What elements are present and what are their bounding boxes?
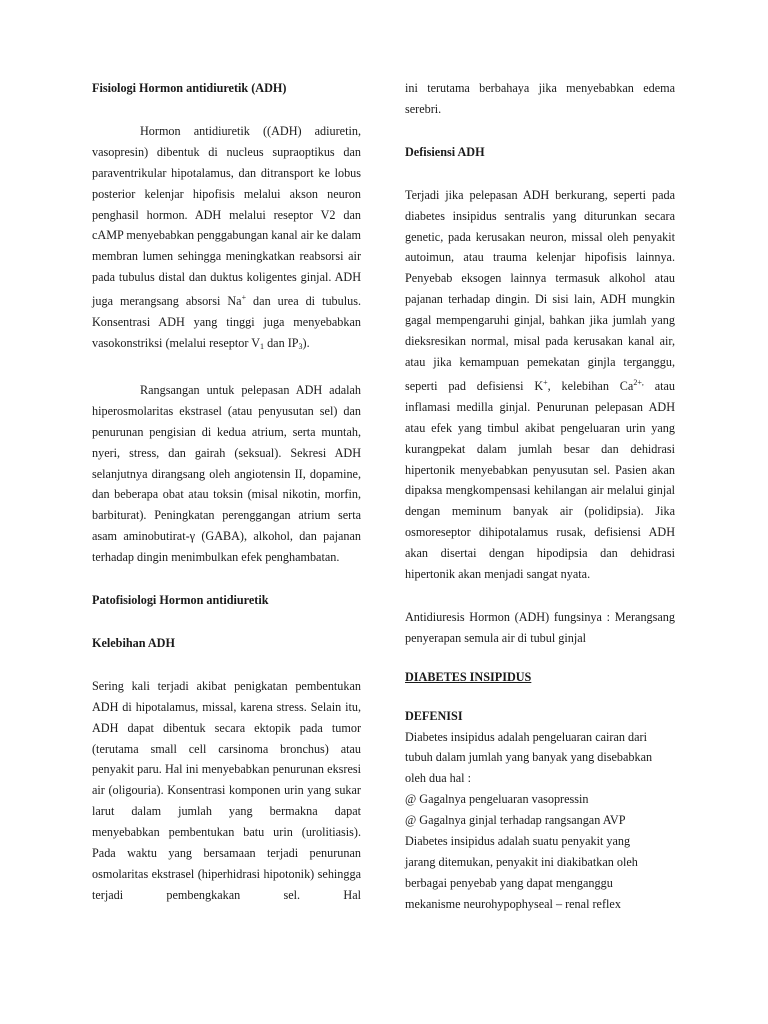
definition-line: mekanisme neurohypophyseal – renal reflex: [405, 896, 621, 911]
heading-patofisiologi: Patofisiologi Hormon antidiuretik: [92, 593, 269, 608]
heading-defisiensi-adh: Defisiensi ADH: [405, 144, 485, 159]
paragraph-fisiologi-1: Hormon antidiuretik ((ADH) adiuretin, vasopresin) dibentuk di nucleus supraoptikus dan paraventrikular hipotalamus, dan ditransport ke lobus posterior kelenjar hipofisis melalui akson neuron penghasil hormon. ADH melalui reseptor V2 dan cAMP menyebabkan penggabungan kanal air ke dalam membran lumen sehingga meningkatkan reabsorsi air pada tubulus distal dan duktus koligentes ginjal. ADH juga merangsang absorsi Na+ dan urea di tubulus. Konsentrasi ADH yang tinggi juga menyebabkan vasokonstriksi (melalui reseptor $V_1$ dan $IP_3$).: [92, 123, 361, 351]
heading-diabetes-insipidus: DIABETES INSIPIDUS: [405, 669, 532, 684]
definition-line: Diabetes insipidus adalah pengeluaran cairan dari: [405, 729, 647, 744]
paragraph-adh-fungsi: Antidiuresis Hormon (ADH) fungsinya : Merangsang penyerapan semula air di tubul ginjal: [405, 609, 675, 645]
paragraph-defisiensi-adh: Terjadi jika pelepasan ADH berkurang, seperti pada diabetes insipidus sentralis yang diturunkan secara genetic, pada kerusakan neuron, missal oleh penyakit autoimun, atau trauma kelenjar hipofisis lainnya. Penyebab eksogen lainnya termasuk alkohol atau pajanan terhadap dingin. Di sisi lain, ADH mungkin gagal mempengaruhi ginjal, bahkan jika jumlah yang dieksresikan normal, misal pada kerusakan kanal air, atau jika kemampuan pemekatan ginjla terganggu, seperti pad defisiensi K+, kelebihan $Ca^{2+,}$ atau inflamasi medilla ginjal. Penurunan pelepasan ADH atau efek yang timbul akibat pengeluaran urin yang kurangpekat dalam jumlah besar dan dehidrasi hipertonik menyebabkan penyusutan sel. Pasien akan dipaksa mengkompensasi kehilangan air melalui ginjal dengan meminum banyak air (polidipsia). Jika osmoreseptor dihipotalamus rusak, defisiensi ADH akan disertai dengan hipodipsia dan dehidrasi hipertonik akan menjadi sangat nyata.: [405, 187, 675, 582]
definition-line: berbagai penyebab yang dapat menganggu: [405, 875, 613, 890]
heading-defenisi: DEFENISI: [405, 708, 463, 723]
paragraph-kelebihan-adh: Sering kali terjadi akibat penigkatan pembentukan ADH di hipotalamus, missal, karena stress. Selain itu, ADH dapat dibentuk secara ektopik pada tumor (terutama small cell carsinoma bronchus) atau penyakit paru. Hal ini menyebabkan penurunan eksresi air (oligouria). Konsentrasi komponen urin yang sukar larut dalam jumlah yang bermakna dapat menyebabkan pembentukan batu urin (urolitiasis). Pada waktu yang bersamaan terjadi penurunan osmolaritas ekstrasel (hiperhidrasi hipotonik) sehingga terjadi pembengkakan sel. Hal: [92, 678, 361, 902]
paragraph-continuation: ini terutama berbahaya jika menyebabkan edema serebri.: [405, 81, 675, 116]
heading-fisiologi-adh: Fisiologi Hormon antidiuretik (ADH): [92, 81, 287, 95]
paragraph-fisiologi-2: Rangsangan untuk pelepasan ADH adalah hiperosmolaritas ekstrasel (atau penyusutan sel) dan penurunan pengisian di kedua atrium, serta muntah, nyeri, stress, dan gairah (seksual). Sekresi ADH selanjutnya dirangsang oleh angiotensin II, dopamine, dan beberapa obat atau toksin (misal nikotin, morfin, barbiturat). Peningkatan perenggangan atrium serta asam aminobutirat-γ (GABA), alkohol, dan pajanan terhadap dingin menimbulkan efek penghambatan.: [92, 382, 361, 565]
definition-line: oleh dua hal :: [405, 771, 471, 786]
definition-line: @ Gagalnya pengeluaran vasopressin: [405, 792, 589, 807]
definition-line: tubuh dalam jumlah yang banyak yang disebabkan: [405, 750, 653, 765]
right-column: [405, 78, 675, 915]
heading-kelebihan-adh: Kelebihan ADH: [92, 635, 175, 650]
definition-line: Diabetes insipidus adalah suatu penyakit yang: [405, 834, 631, 849]
definition-line: @ Gagalnya ginjal terhadap rangsangan AVP: [405, 813, 626, 828]
definition-line: jarang ditemukan, penyakit ini diakibatkan oleh: [405, 855, 638, 869]
definition-lines: [405, 727, 675, 915]
left-column: [92, 78, 361, 906]
